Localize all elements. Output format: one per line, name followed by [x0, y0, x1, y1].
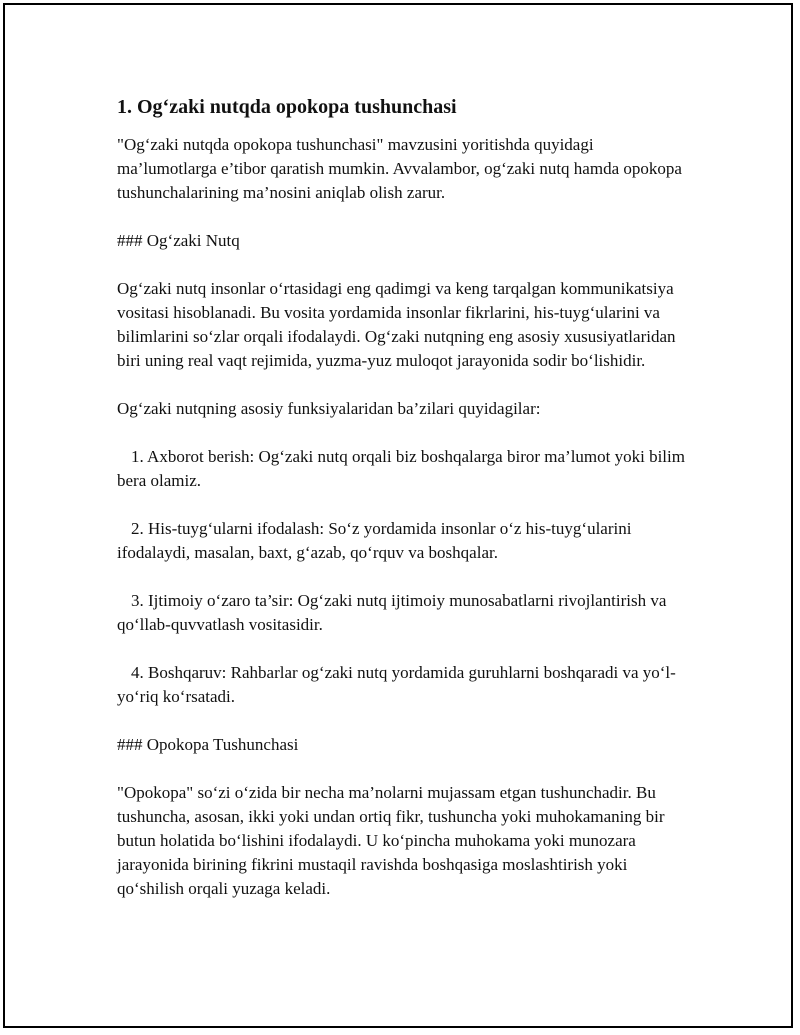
document-body: [117, 95, 687, 925]
section-heading-ogzaki-nutq: ### Og‘zaki Nutq: [117, 231, 240, 250]
section-heading-opokopa: ### Opokopa Tushunchasi: [117, 735, 299, 754]
list-item-his-tuygular: 2. His-tuyg‘ularni ifodalash: So‘z yordamida insonlar o‘z his-tuyg‘ularini ifodalaydi, masalan, baxt, g‘azab, qo‘rquv va boshqalar.: [117, 519, 632, 562]
paragraph-ogzaki-nutq: Og‘zaki nutq insonlar o‘rtasidagi eng qadimgi va keng tarqalgan kommunikatsiya vositasi hisoblanadi. Bu vosita yordamida insonlar fikrlarini, his-tuyg‘ularini va bilimlarini so‘zlar orqali ifodalaydi. Og‘zaki nutqning eng asosiy xususiyatlaridan biri uning real vaqt rejimida, yuzma-yuz muloqot jarayonida sodir bo‘lishidir.: [117, 279, 676, 370]
paragraph-opokopa: "Opokopa" so‘zi o‘zida bir necha ma’nolarni mujassam etgan tushunchadir. Bu tushuncha, asosan, ikki yoki undan ortiq fikr, tushuncha yoki muhokamaning bir butun holatida bo‘lishini ifodalaydi. U ko‘pincha muhokama yoki munozara jarayonida birining fikrini mustaqil ravishda boshqasiga moslashtirish yoki qo‘shilish orqali yuzaga keladi.: [117, 783, 665, 898]
list-item-axborot: 1. Axborot berish: Og‘zaki nutq orqali biz boshqalarga biror ma’lumot yoki bilim bera olamiz.: [117, 447, 685, 490]
list-item-boshqaruv: 4. Boshqaruv: Rahbarlar og‘zaki nutq yordamida guruhlarni boshqaradi va yo‘l-yo‘riq ko‘rsatadi.: [117, 663, 676, 706]
document-title: 1. Og‘zaki nutqda opokopa tushunchasi: [117, 96, 457, 118]
paragraph-intro: "Og‘zaki nutqda opokopa tushunchasi" mavzusini yoritishda quyidagi ma’lumotlarga e’tibor qaratish mumkin. Avvalambor, og‘zaki nutq hamda opokopa tushunchalarining ma’nosini aniqlab olish zarur.: [117, 135, 682, 202]
paragraph-functions-intro: Og‘zaki nutqning asosiy funksiyalaridan ba’zilari quyidagilar:: [117, 399, 541, 418]
list-item-ijtimoiy: 3. Ijtimoiy o‘zaro ta’sir: Og‘zaki nutq ijtimoiy munosabatlarni rivojlantirish va qo‘llab-quvvatlash vositasidir.: [117, 591, 667, 634]
